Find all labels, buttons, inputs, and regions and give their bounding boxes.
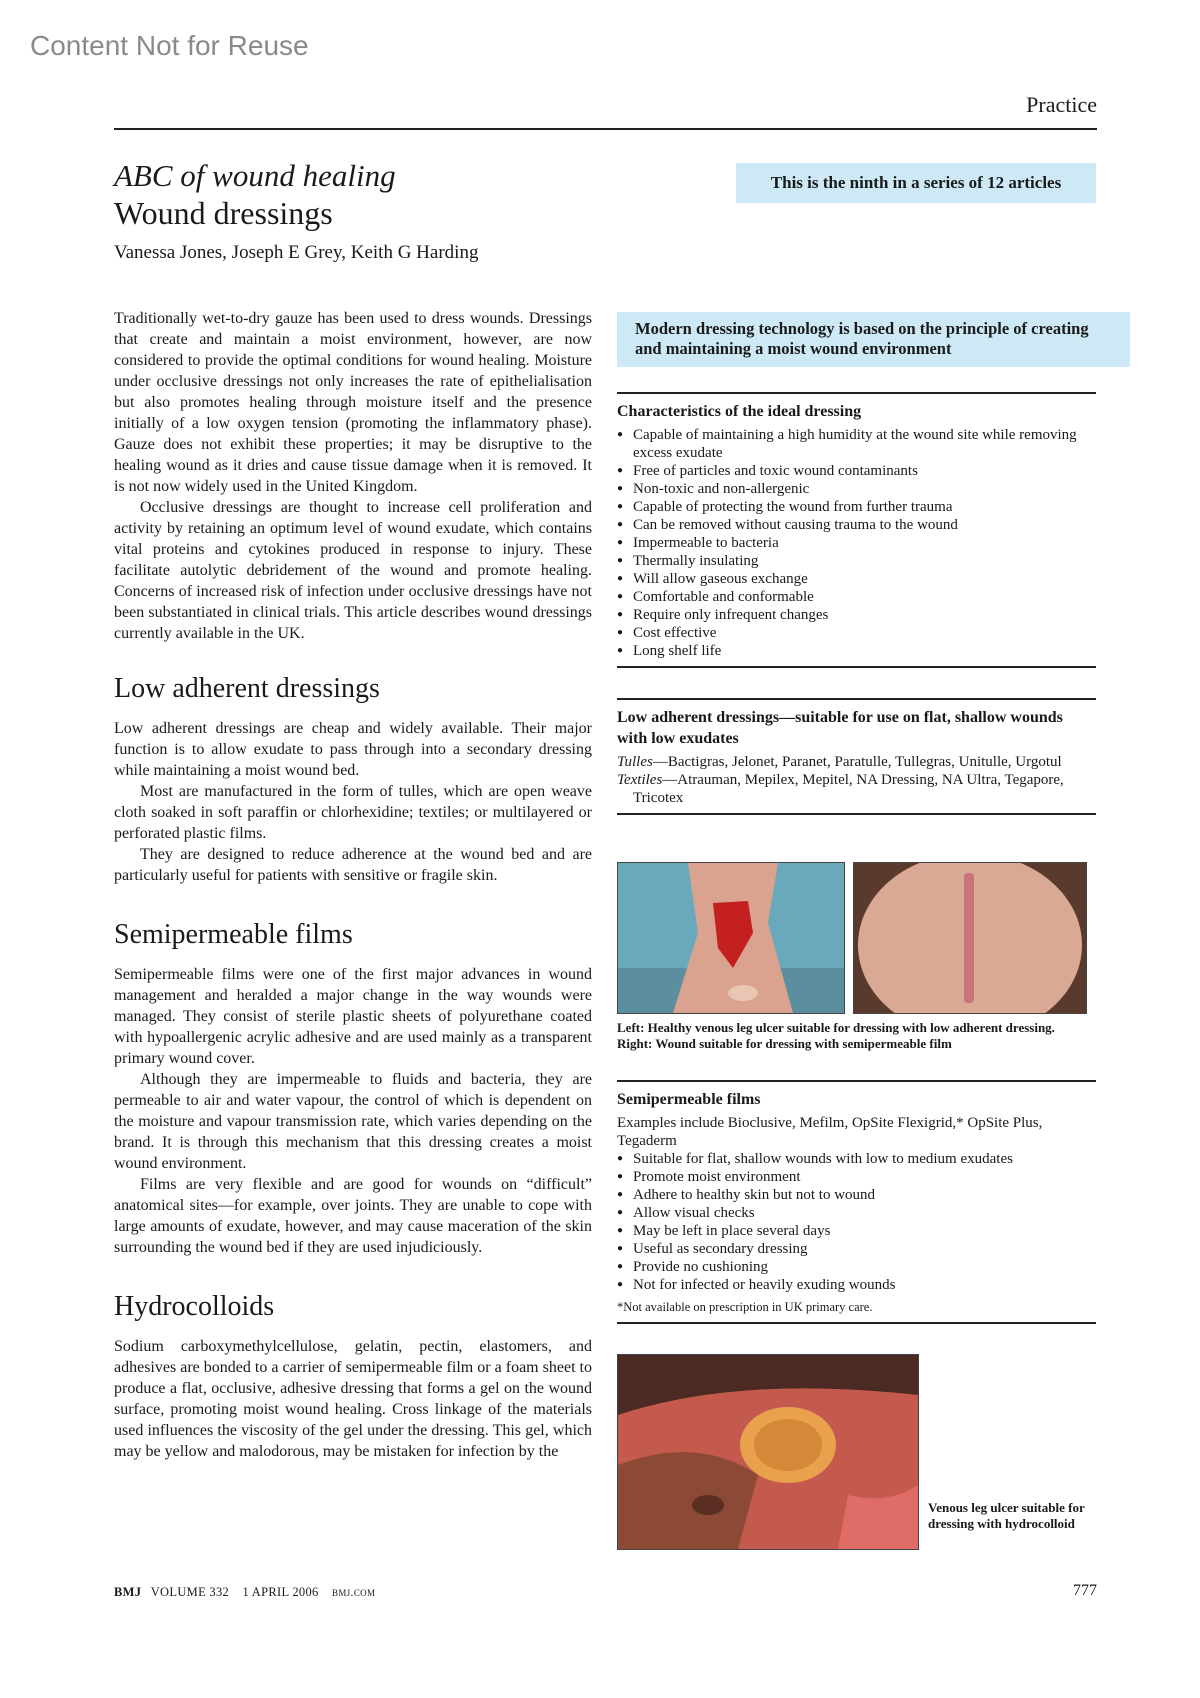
list-item: ● Capable of maintaining a high humidity at the wound site while removing excess exudate bbox=[617, 426, 1096, 462]
list-item: ● Cost effective bbox=[617, 624, 1096, 642]
list-item: ● Non-toxic and non-allergenic bbox=[617, 480, 1096, 498]
body-paragraph: Low adherent dressings are cheap and widely available. Their major function is to allow exudate to pass through into a secondary dressing while maintaining a moist wound bed. bbox=[114, 720, 592, 779]
section-heading-films: Semipermeable films bbox=[114, 919, 353, 950]
body-paragraph: Sodium carboxymethylcellulose, gelatin, pectin, elastomers, and adhesives are bonded to a carrier of semipermeable film or a foam sheet to produce a flat, occlusive, adhesive dressing that forms a gel on the wound surface, promoting moist wound healing. Cross linkage of the materials used influences the viscosity of the gel under the dressing. This gel, which may be yellow and malodorous, may be mistaken for infection by the bbox=[114, 1338, 592, 1460]
films-footnote: *Not available on prescription in UK primary care. bbox=[617, 1300, 873, 1314]
list-item: ● Not for infected or heavily exuding wounds bbox=[617, 1276, 1096, 1294]
films-list bbox=[617, 1150, 1096, 1294]
list-item: ● Adhere to healthy skin but not to wound bbox=[617, 1186, 1096, 1204]
list-item: ● Useful as secondary dressing bbox=[617, 1240, 1096, 1258]
box-heading: Semipermeable films bbox=[617, 1091, 761, 1108]
list-item: ● Impermeable to bacteria bbox=[617, 534, 1096, 552]
body-paragraph: Semipermeable films were one of the first major advances in wound management and heralded a major change in the way wounds were managed. They consist of sterile plastic sheets of polyurethane coated with hypoallergenic acrylic adhesive and are used mainly as a transparent primary wound cover. bbox=[114, 966, 592, 1067]
footer-date: 1 APRIL 2006 bbox=[242, 1585, 319, 1599]
photo-venous-ulcer-left bbox=[617, 862, 845, 1014]
films-examples: Examples include Bioclusive, Mefilm, OpSite Flexigrid,* OpSite Plus, Tegaderm bbox=[617, 1115, 1043, 1149]
photo-hydrocolloid-ulcer-graphic bbox=[618, 1355, 918, 1549]
tulles-line bbox=[617, 753, 1096, 771]
box-heading: Characteristics of the ideal dressing bbox=[617, 403, 862, 420]
box-heading: Low adherent dressings—suitable for use on flat, shallow wounds with low exudates bbox=[617, 709, 1063, 747]
list-item: ● Allow visual checks bbox=[617, 1204, 1096, 1222]
key-point-box: Modern dressing technology is based on the principle of creating and maintaining a moist wound environment bbox=[617, 312, 1130, 367]
body-paragraph: Traditionally wet-to-dry gauze has been used to dress wounds. Dressings that create and maintain a moist environment, however, are now considered to provide the optimal conditions for wound healing. Moisture under occlusive dressings not only increases the rate of epithelialisation but also promotes healing through moisture itself and the presence initially of a low oxygen tension (promoting the inflammatory phase). Gauze does not exhibit these properties; it may be disruptive to the healing wound as it dries and cause tissue damage when it is removed. It is not now widely used in the United Kingdom. bbox=[114, 310, 592, 495]
series-note: This is the ninth in a series of 12 articles bbox=[736, 163, 1096, 203]
list-item: ● Promote moist environment bbox=[617, 1168, 1096, 1186]
list-item: ● Free of particles and toxic wound contaminants bbox=[617, 462, 1096, 480]
photo-venous-ulcer-left-graphic bbox=[618, 863, 844, 1013]
footer bbox=[114, 1585, 375, 1600]
series-label: ABC of wound healing bbox=[114, 158, 396, 193]
body-paragraph: Most are manufactured in the form of tulles, which are open weave cloth soaked in soft paraffin or chlorhexidine; textiles; or multilayered or perforated plastic films. bbox=[114, 783, 592, 842]
textiles-list: —Atrauman, Mepilex, Mepitel, NA Dressing, NA Ultra, Tegapore, Tricotex bbox=[633, 772, 1064, 806]
low-adherent-box bbox=[617, 698, 1096, 815]
ideal-dressing-list bbox=[617, 426, 1096, 660]
section-label: Practice bbox=[1026, 92, 1097, 117]
list-item: ● Can be removed without causing trauma to the wound bbox=[617, 516, 1096, 534]
body-paragraph: Occlusive dressings are thought to increase cell proliferation and activity by retaining an optimum level of wound exudate, which contains vital proteins and cytokines produced in response to injury. These facilitate autolytic debridement of the wound and promote healing. Concerns of increased risk of infection under occlusive dressings have not been substantiated in clinical trials. This article describes wound dressings currently available in the UK. bbox=[114, 499, 592, 642]
ideal-dressing-box bbox=[617, 392, 1096, 668]
main-text bbox=[114, 308, 592, 1462]
article-title: Wound dressings bbox=[114, 195, 333, 231]
article-authors: Vanessa Jones, Joseph E Grey, Keith G Harding bbox=[114, 242, 479, 263]
figure-2-caption: Venous leg ulcer suitable for dressing with hydrocolloid bbox=[928, 1500, 1085, 1531]
list-item: ● Will allow gaseous exchange bbox=[617, 570, 1096, 588]
section-heading-hydrocolloids: Hydrocolloids bbox=[114, 1291, 275, 1322]
tulles-label: Tulles bbox=[617, 754, 653, 770]
photo-film-wound-right bbox=[853, 862, 1087, 1014]
footer-site: bmj.com bbox=[332, 1585, 376, 1599]
footer-journal: BMJ bbox=[114, 1585, 142, 1599]
body-paragraph: Films are very flexible and are good for wounds on “difficult” anatomical sites—for example, over joints. They are unable to cope with large amounts of exudate, however, and may cause maceration of the skin surrounding the wound bed if they are used injudiciously. bbox=[114, 1176, 592, 1256]
body-paragraph: Although they are impermeable to fluids and bacteria, they are permeable to air and water vapour, the control of which is dependent on the moisture and vapour transmission rate, which varies depending on the brand. It is through this mechanism that this dressing creates a moist wound environment. bbox=[114, 1071, 592, 1172]
header-rule bbox=[114, 128, 1097, 130]
list-item: ● Long shelf life bbox=[617, 642, 1096, 660]
watermark: Content Not for Reuse bbox=[30, 30, 309, 61]
figure-1-caption: Left: Healthy venous leg ulcer suitable for dressing with low adherent dressing. Right: Wound suitable for dressing with semipermeable film bbox=[617, 1020, 1055, 1051]
photo-hydrocolloid-ulcer bbox=[617, 1354, 919, 1550]
page-number: 777 bbox=[1073, 1582, 1097, 1599]
list-item: ● May be left in place several days bbox=[617, 1222, 1096, 1240]
films-box bbox=[617, 1080, 1096, 1324]
footer-volume: VOLUME 332 bbox=[150, 1585, 230, 1599]
list-item: ● Comfortable and conformable bbox=[617, 588, 1096, 606]
tulles-list: —Bactigras, Jelonet, Paranet, Paratulle, Tullegras, Unitulle, Urgotul bbox=[652, 754, 1062, 770]
list-item: ● Provide no cushioning bbox=[617, 1258, 1096, 1276]
list-item: ● Require only infrequent changes bbox=[617, 606, 1096, 624]
textiles-label: Textiles bbox=[617, 772, 663, 788]
body-paragraph: They are designed to reduce adherence at the wound bed and are particularly useful for patients with sensitive or fragile skin. bbox=[114, 846, 592, 884]
photo-film-wound-right-graphic bbox=[854, 863, 1086, 1013]
textiles-line bbox=[617, 771, 1096, 807]
section-heading-low-adherent: Low adherent dressings bbox=[114, 673, 380, 704]
list-item: ● Thermally insulating bbox=[617, 552, 1096, 570]
list-item: ● Capable of protecting the wound from further trauma bbox=[617, 498, 1096, 516]
list-item: ● Suitable for flat, shallow wounds with low to medium exudates bbox=[617, 1150, 1096, 1168]
